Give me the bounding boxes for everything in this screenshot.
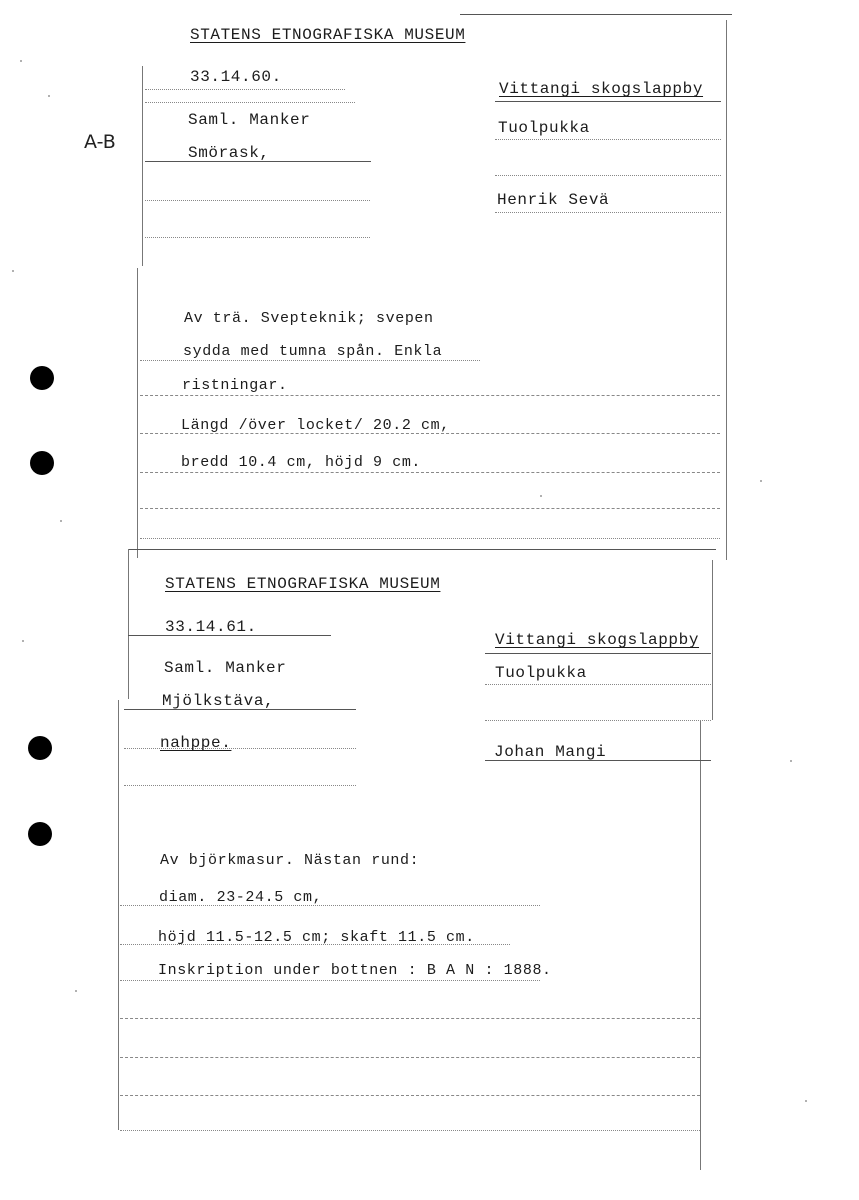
sub-place: Tuolpukka	[498, 119, 590, 137]
description-line: Längd /över locket/ 20.2 cm,	[181, 417, 450, 434]
place-name: Vittangi skogslappby	[495, 631, 700, 649]
scan-speck	[60, 520, 62, 522]
scan-speck	[540, 495, 542, 497]
catalog-number: 33.14.61.	[165, 618, 257, 636]
field-line	[485, 720, 711, 721]
field-line	[120, 1095, 700, 1096]
field-line	[120, 1018, 700, 1019]
catalog-number: 33.14.60.	[190, 68, 282, 86]
field-line	[485, 760, 711, 761]
informant-name: Johan Mangi	[494, 743, 607, 761]
field-line	[120, 1130, 700, 1131]
field-line	[485, 653, 711, 654]
scan-speck	[48, 95, 50, 97]
museum-header: STATENS ETNOGRAFISKA MUSEUM	[165, 575, 441, 593]
card-border-left	[128, 549, 129, 699]
field-line	[120, 1057, 700, 1058]
field-line	[124, 785, 356, 786]
description-line: Inskription under bottnen : B A N : 1888.	[158, 962, 552, 979]
scan-speck	[22, 640, 24, 642]
card-border-left	[118, 700, 119, 1130]
scan-speck	[12, 270, 14, 272]
description-line: sydda med tumna spån. Enkla	[183, 343, 443, 360]
margin-note: A-B	[84, 131, 116, 153]
object-name: Smörask,	[188, 144, 270, 162]
museum-header: STATENS ETNOGRAFISKA MUSEUM	[190, 26, 466, 44]
scan-speck	[790, 760, 792, 762]
field-line	[124, 748, 356, 749]
scan-speck	[75, 990, 77, 992]
sub-place: Tuolpukka	[495, 664, 587, 682]
scan-speck	[805, 1100, 807, 1102]
description-line: ristningar.	[182, 377, 288, 394]
description-line: höjd 11.5-12.5 cm; skaft 11.5 cm.	[158, 929, 475, 946]
card-border-right	[700, 720, 701, 1170]
field-line	[120, 944, 510, 945]
place-name: Vittangi skogslappby	[499, 80, 704, 98]
field-line	[485, 684, 711, 685]
collection-name: Saml. Manker	[188, 111, 311, 129]
field-line	[128, 635, 331, 636]
informant-name: Henrik Sevä	[497, 191, 610, 209]
description-line: Av trä. Svepteknik; svepen	[184, 310, 434, 327]
description-line: bredd 10.4 cm, höjd 9 cm.	[181, 454, 422, 471]
native-name: nahppe.	[160, 734, 232, 752]
description-line: diam. 23-24.5 cm,	[159, 889, 323, 906]
scan-speck	[760, 480, 762, 482]
card-border-top	[128, 549, 716, 550]
card-border-right	[712, 560, 713, 720]
object-name: Mjölkstäva,	[162, 692, 275, 710]
field-line	[124, 709, 356, 710]
scan-speck	[20, 60, 22, 62]
description-line: Av björkmasur. Nästan rund:	[160, 852, 420, 869]
field-line	[120, 905, 540, 906]
field-line	[120, 980, 540, 981]
collection-name: Saml. Manker	[164, 659, 287, 677]
